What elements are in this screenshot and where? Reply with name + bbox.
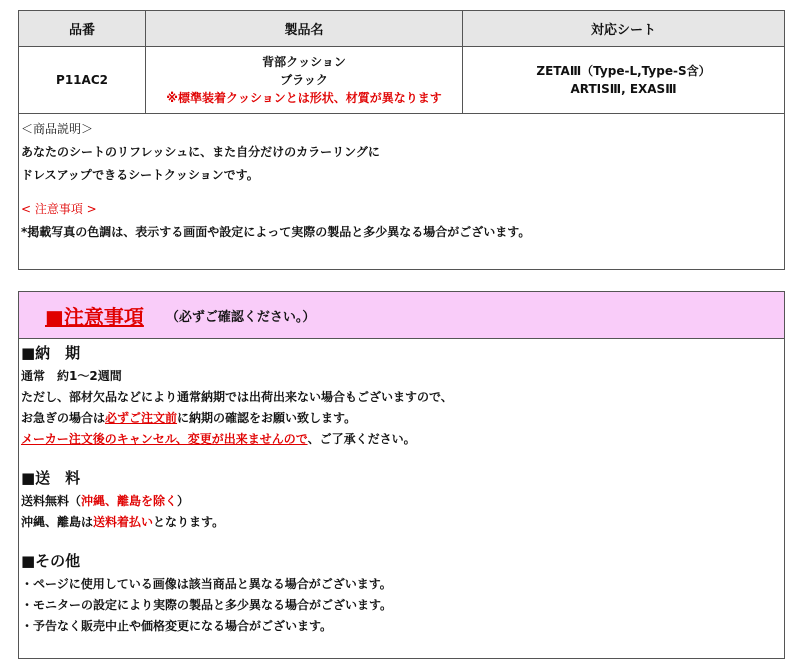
product-name-cell	[146, 47, 463, 113]
compatible-line2: ARTISⅢ, EXASⅢ	[570, 82, 677, 96]
other-item: ・ページに使用している画像は該当商品と異なる場合がございます。	[21, 577, 392, 591]
header-compatible-seat: 対応シート	[590, 23, 656, 38]
delivery-line1: 通常 約1～2週間	[21, 369, 122, 383]
description-block	[19, 114, 784, 248]
product-table	[18, 10, 785, 270]
compatible-seat-cell	[463, 47, 784, 113]
caution-heading: < 注意事項 >	[21, 202, 97, 216]
shipping-heading: ■送 料	[21, 469, 81, 487]
notice-box	[18, 291, 785, 659]
product-name-note: ※標準装着クッションとは形状、材質が異なります	[166, 91, 442, 105]
header-part-number: 品番	[19, 11, 146, 46]
notice-title: ■注意事項	[45, 304, 144, 329]
table-row	[19, 47, 784, 114]
description-heading: ＜商品説明＞	[21, 122, 94, 136]
shipping-line1: 送料無料（沖縄、離島を除く）	[21, 494, 190, 508]
delivery-line3: お急ぎの場合は必ずご注文前に納期の確認をお願い致します。	[21, 411, 357, 425]
other-item: ・モニターの設定により実際の製品と多少異なる場合がございます。	[21, 598, 393, 612]
delivery-line2: ただし、部材欠品などにより通常納期では出荷出来ない場合もございますので、	[21, 390, 453, 404]
part-number-cell	[19, 47, 146, 113]
exclusion-emphasis: 沖縄、離島を除く	[81, 494, 178, 508]
description-line1: あなたのシートのリフレッシュに、また自分だけのカラーリングに	[21, 145, 380, 159]
delivery-line4: メーカー注文後のキャンセル、変更が出来ませんので、ご了承ください。	[21, 432, 416, 446]
caution-text: *掲載写真の色調は、表示する画面や設定によって実際の製品と多少異なる場合がございます。	[21, 225, 531, 239]
part-number: P11AC2	[56, 73, 108, 87]
table-header-row	[19, 11, 784, 47]
header-product-name: 製品名	[146, 11, 463, 46]
other-heading: ■その他	[21, 552, 81, 570]
notice-body	[19, 339, 784, 637]
shipping-line2: 沖縄、離島は送料着払いとなります。	[21, 515, 225, 529]
product-name-line1: 背部クッション	[262, 55, 346, 69]
notice-header	[19, 292, 784, 339]
order-before-emphasis: 必ずご注文前	[105, 411, 178, 425]
delivery-heading: ■納 期	[21, 344, 81, 362]
compatible-line1: ZETAⅢ（Type-L,Type-S含）	[536, 64, 711, 78]
product-name-line2: ブラック	[280, 73, 328, 87]
notice-subtitle: （必ずご確認ください。）	[165, 309, 316, 325]
description-line2: ドレスアップできるシートクッションです。	[21, 168, 259, 182]
cod-emphasis: 送料着払い	[93, 515, 154, 529]
other-item: ・予告なく販売中止や価格変更になる場合がございます。	[21, 619, 333, 633]
no-cancel-emphasis: メーカー注文後のキャンセル、変更が出来ませんので	[21, 432, 308, 446]
